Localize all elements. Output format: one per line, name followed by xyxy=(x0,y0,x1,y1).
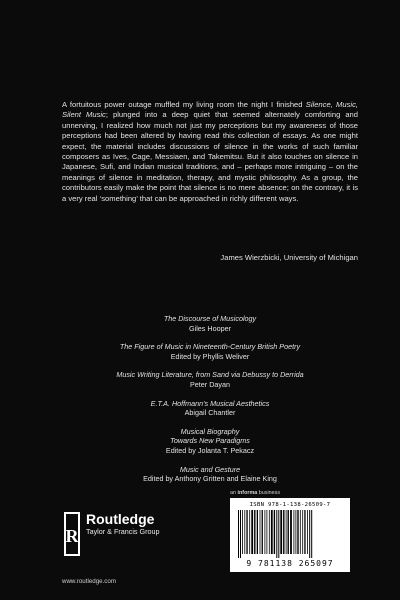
barcode-bar xyxy=(307,510,308,554)
blurb-text-start: A fortuitous power outage muffled my living room the night I finished xyxy=(62,100,306,109)
series-book xyxy=(62,342,358,361)
publisher-group: Taylor & Francis Group xyxy=(86,527,160,536)
book-author: Edited by Jolanta T. Pekacz xyxy=(165,445,255,455)
publisher-name: Routledge xyxy=(86,511,155,527)
barcode-bar xyxy=(246,510,247,554)
book-subtitle: Towards New Paradigms xyxy=(170,436,250,446)
isbn-text: ISBN 978-1-138-26509-7 xyxy=(249,502,331,508)
barcode-bar xyxy=(278,510,279,558)
blurb-book-title: Silence, Music, Silent Music xyxy=(62,100,358,120)
barcode-bar xyxy=(265,510,266,554)
book-author: Peter Dayan xyxy=(190,379,230,389)
book-title: E.T.A. Hoffmann's Musical Aesthetics xyxy=(150,398,270,408)
barcode-bar xyxy=(269,510,270,554)
publisher-block xyxy=(86,511,160,537)
publisher-website[interactable]: www.routledge.com xyxy=(62,578,116,585)
logo-letter: R xyxy=(65,526,79,546)
barcode-bar xyxy=(311,510,312,558)
barcode-bar xyxy=(267,510,268,554)
barcode-bar xyxy=(309,510,310,558)
barcode-bar xyxy=(286,510,287,554)
blurb-text-end: ; plunged into a deep quiet that seemed alternately comforting and unnerving, I realized how much not just my perceptions but my awareness of those perceptions had been altered by having read this collection of essays. As one might expect, the material includes discussions of silence in the works of such familiar composers as Ives, Cage, Messiaen, and Takemitsu. But it also touches on silence in Japanese, Sufi, and Indian musical traditions, and – perhaps more intriguing – on the meanings of silence in meditation, therapy, and mystic philosophy. As a group, the contributors easily make the point that silence is no mere absence; on the contrary, it is a very real ‘something’ that can be approached in richly different ways. xyxy=(62,110,358,203)
book-title: Musical Biography xyxy=(180,426,240,436)
barcode-bar xyxy=(271,510,273,554)
book-title: Music Writing Literature, from Sand via Debussy to Derrida xyxy=(116,370,304,380)
barcode-bar xyxy=(276,510,277,558)
barcode-bar xyxy=(294,510,295,554)
barcode-bar xyxy=(300,510,301,554)
series-book xyxy=(62,370,358,389)
blurb-attribution: James Wierzbicki, University of Michigan xyxy=(220,253,358,262)
series-book xyxy=(62,427,358,456)
book-title: Music and Gesture xyxy=(179,464,241,474)
barcode-bar xyxy=(254,510,255,554)
book-author: Giles Hooper xyxy=(189,323,231,333)
series-book xyxy=(62,465,358,484)
barcode-bar xyxy=(290,510,292,554)
barcode-bar xyxy=(304,510,305,554)
barcode-bar xyxy=(288,510,289,554)
book-title: The Discourse of Musicology xyxy=(163,314,257,323)
barcode-bar xyxy=(242,510,243,554)
series-list xyxy=(62,314,358,493)
informa-tagline xyxy=(230,490,280,496)
book-title: The Figure of Music in Nineteenth-Century British Poetry xyxy=(119,342,301,352)
barcode-bar xyxy=(244,510,245,554)
series-book xyxy=(62,314,358,333)
informa-prefix: an xyxy=(230,490,238,496)
informa-brand: informa xyxy=(237,490,258,496)
barcode-bar xyxy=(296,510,297,554)
barcode-bar xyxy=(280,510,282,554)
series-book xyxy=(62,399,358,418)
barcode-bar xyxy=(283,510,284,554)
barcode-bar xyxy=(251,510,253,554)
book-author: Edited by Anthony Gritten and Elaine King xyxy=(143,474,277,484)
barcode-bar xyxy=(302,510,303,554)
barcode-bar xyxy=(274,510,275,554)
barcode-bars xyxy=(236,510,344,558)
informa-suffix: business xyxy=(257,490,281,496)
barcode-label xyxy=(230,498,350,572)
barcode-bar xyxy=(249,510,250,554)
barcode-digits: 9 781138 265097 xyxy=(246,559,334,568)
barcode-bar xyxy=(240,510,241,558)
book-author: Edited by Phyllis Weliver xyxy=(170,351,250,361)
barcode-bar xyxy=(260,510,261,554)
back-cover-blurb xyxy=(62,100,358,204)
barcode-bar xyxy=(257,510,258,554)
barcode-bar xyxy=(262,510,263,554)
routledge-logo-icon xyxy=(62,512,82,556)
barcode-bar xyxy=(297,510,298,554)
book-author: Abigail Chantler xyxy=(184,408,236,418)
barcode-bar xyxy=(238,510,239,558)
